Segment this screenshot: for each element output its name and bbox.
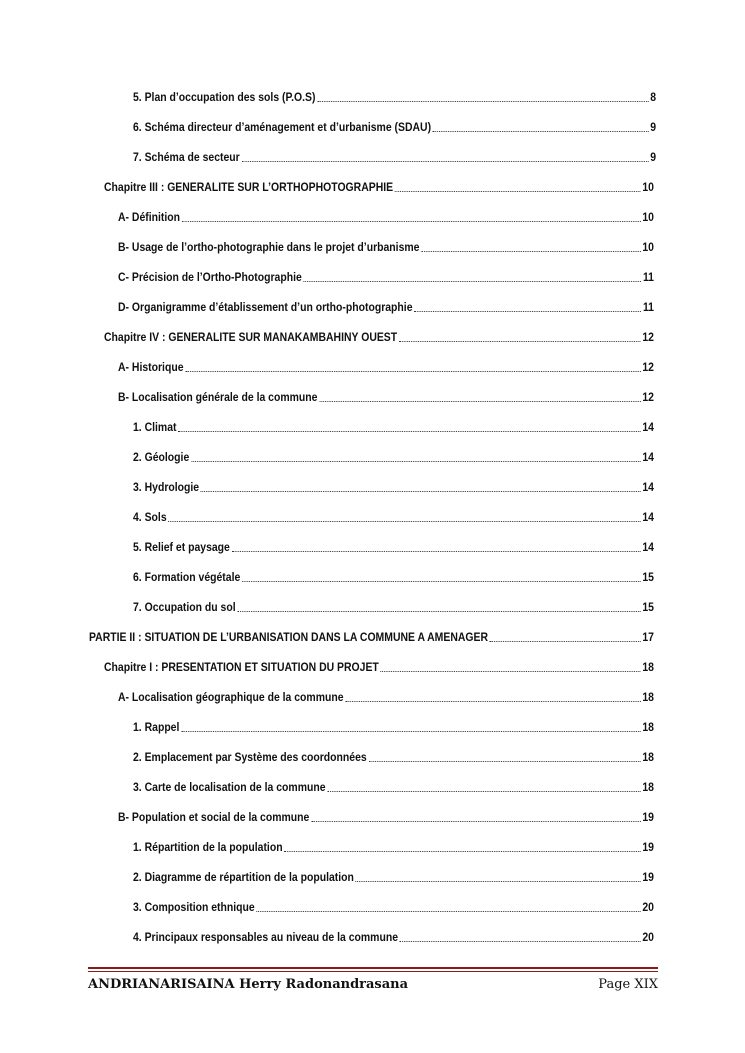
toc-dot-leader <box>178 430 640 432</box>
toc-dot-leader <box>381 670 641 672</box>
toc-entry-page-number: 9 <box>650 120 656 134</box>
toc-entry[interactable] <box>133 772 654 802</box>
toc-entry-title: 1. Rappel <box>133 720 180 734</box>
toc-entry[interactable] <box>133 82 656 112</box>
toc-entry-page-number: 12 <box>642 390 654 404</box>
toc-entry[interactable] <box>104 322 654 352</box>
toc-dot-leader <box>185 370 640 372</box>
toc-entry-page-number: 14 <box>642 450 654 464</box>
toc-entry[interactable] <box>133 142 656 172</box>
toc-entry-title: 1. Répartition de la population <box>133 840 283 854</box>
toc-entry[interactable] <box>133 472 654 502</box>
toc-entry[interactable] <box>118 382 654 412</box>
toc-entry-page-number: 14 <box>642 420 654 434</box>
toc-dot-leader <box>232 550 641 552</box>
toc-dot-leader <box>182 220 641 222</box>
toc-entry-page-number: 14 <box>642 480 654 494</box>
toc-entry-title: A- Historique <box>118 360 184 374</box>
toc-entry-title: 2. Diagramme de répartition de la population <box>133 870 354 884</box>
toc-entry-page-number: 11 <box>642 300 654 314</box>
toc-entry-page-number: 18 <box>642 720 654 734</box>
toc-dot-leader <box>242 580 640 582</box>
toc-entry[interactable] <box>133 412 654 442</box>
toc-dot-leader <box>414 310 641 312</box>
toc-entry[interactable] <box>133 712 654 742</box>
toc-entry[interactable] <box>118 802 654 832</box>
toc-entry[interactable] <box>104 652 654 682</box>
toc-entry-page-number: 10 <box>642 180 654 194</box>
toc-entry[interactable] <box>133 892 654 922</box>
toc-entry-title: A- Localisation géographique de la commune <box>118 690 344 704</box>
toc-entry-page-number: 10 <box>642 240 654 254</box>
toc-entry[interactable] <box>118 202 654 232</box>
toc-entry-title: B- Population et social de la commune <box>118 810 310 824</box>
toc-entry-title: B- Localisation générale de la commune <box>118 390 318 404</box>
toc-dot-leader <box>395 190 641 192</box>
toc-entry-page-number: 11 <box>642 270 654 284</box>
toc-dot-leader <box>490 640 641 642</box>
toc-entry-title: 4. Principaux responsables au niveau de la commune <box>133 930 399 944</box>
toc-entry[interactable] <box>133 562 654 592</box>
toc-entry-page-number: 19 <box>642 870 654 884</box>
toc-entry-page-number: 14 <box>642 510 654 524</box>
toc-entry-page-number: 9 <box>650 150 656 164</box>
toc-dot-leader <box>345 700 640 702</box>
toc-dot-leader <box>237 610 640 612</box>
toc-entry-title: D- Organigramme d’établissement d’un ortho-photographie <box>118 300 413 314</box>
toc-entry[interactable] <box>104 172 654 202</box>
toc-entry[interactable] <box>118 352 654 382</box>
page-footer <box>88 973 658 995</box>
toc-entry-title: 3. Composition ethnique <box>133 900 255 914</box>
toc-entry[interactable] <box>133 532 654 562</box>
footer-rule <box>88 967 658 969</box>
toc-entry[interactable] <box>133 742 654 772</box>
toc-dot-leader <box>168 520 640 522</box>
toc-entry-title: 3. Carte de localisation de la commune <box>133 780 326 794</box>
toc-entry[interactable] <box>133 442 654 472</box>
toc-dot-leader <box>317 100 648 102</box>
toc-entry[interactable] <box>133 502 654 532</box>
toc-dot-leader <box>356 880 641 882</box>
toc-dot-leader <box>191 460 641 462</box>
toc-entry-page-number: 17 <box>642 630 654 644</box>
toc-entry-page-number: 20 <box>642 930 654 944</box>
toc-entry-title: 3. Hydrologie <box>133 480 200 494</box>
toc-entry-page-number: 18 <box>642 750 654 764</box>
toc-entry[interactable] <box>118 232 654 262</box>
toc-entry-title: 6. Schéma directeur d’aménagement et d’urbanisme (SDAU) <box>133 120 432 134</box>
toc-entry-title: A- Définition <box>118 210 181 224</box>
toc-dot-leader <box>400 940 641 942</box>
toc-entry-title: Chapitre III : GENERALITE SUR L’ORTHOPHOTOGRAPHIE <box>104 180 394 194</box>
toc-dot-leader <box>369 760 641 762</box>
toc-entry[interactable] <box>133 922 654 952</box>
toc-dot-leader <box>181 730 640 732</box>
table-of-contents <box>0 82 745 952</box>
toc-entry-page-number: 19 <box>642 810 654 824</box>
toc-entry[interactable] <box>133 832 654 862</box>
toc-entry-page-number: 18 <box>642 690 654 704</box>
toc-entry-title: B- Usage de l’ortho-photographie dans le projet d’urbanisme <box>118 240 420 254</box>
toc-entry-page-number: 14 <box>642 540 654 554</box>
toc-entry-page-number: 12 <box>642 330 654 344</box>
toc-dot-leader <box>257 910 641 912</box>
toc-entry-page-number: 8 <box>650 90 656 104</box>
toc-entry[interactable] <box>118 262 654 292</box>
toc-entry-title: Chapitre IV : GENERALITE SUR MANAKAMBAHINY OUEST <box>104 330 398 344</box>
toc-entry-title: 2. Géologie <box>133 450 190 464</box>
toc-dot-leader <box>327 790 640 792</box>
toc-dot-leader <box>242 160 649 162</box>
toc-dot-leader <box>201 490 641 492</box>
toc-entry-title: 7. Schéma de secteur <box>133 150 240 164</box>
toc-entry-page-number: 12 <box>642 360 654 374</box>
toc-entry-title: 5. Plan d’occupation des sols (P.O.S) <box>133 90 316 104</box>
toc-entry-page-number: 19 <box>642 840 654 854</box>
toc-entry[interactable] <box>133 592 654 622</box>
toc-entry[interactable] <box>118 682 654 712</box>
toc-dot-leader <box>433 130 649 132</box>
toc-entry-page-number: 20 <box>642 900 654 914</box>
toc-entry-page-number: 10 <box>642 210 654 224</box>
toc-entry-title: C- Précision de l’Ortho-Photographie <box>118 270 302 284</box>
toc-entry[interactable] <box>133 112 656 142</box>
toc-entry-title: 5. Relief et paysage <box>133 540 230 554</box>
footer-author: ANDRIANARISAINA Herry Radonandrasana <box>88 976 409 992</box>
toc-entry-page-number: 18 <box>642 660 654 674</box>
toc-entry-title: 1. Climat <box>133 420 177 434</box>
toc-entry[interactable] <box>89 622 654 652</box>
toc-dot-leader <box>319 400 640 402</box>
toc-entry[interactable] <box>118 292 654 322</box>
footer-page-number: Page XIX <box>598 976 658 992</box>
toc-dot-leader <box>399 340 641 342</box>
toc-dot-leader <box>421 250 640 252</box>
toc-entry-title: 7. Occupation du sol <box>133 600 236 614</box>
footer-rule-thin <box>88 971 658 972</box>
toc-entry-page-number: 15 <box>642 600 654 614</box>
toc-entry-page-number: 18 <box>642 780 654 794</box>
toc-entry-title: 6. Formation végétale <box>133 570 241 584</box>
toc-entry-title: PARTIE II : SITUATION DE L’URBANISATION DANS LA COMMUNE A AMENAGER <box>89 630 489 644</box>
toc-dot-leader <box>304 280 642 282</box>
toc-entry-title: Chapitre I : PRESENTATION ET SITUATION DU PROJET <box>104 660 379 674</box>
toc-dot-leader <box>284 850 640 852</box>
toc-dot-leader <box>311 820 640 822</box>
toc-entry-title: 4. Sols <box>133 510 167 524</box>
toc-entry-page-number: 15 <box>642 570 654 584</box>
toc-entry-title: 2. Emplacement par Système des coordonnées <box>133 750 367 764</box>
toc-entry[interactable] <box>133 862 654 892</box>
